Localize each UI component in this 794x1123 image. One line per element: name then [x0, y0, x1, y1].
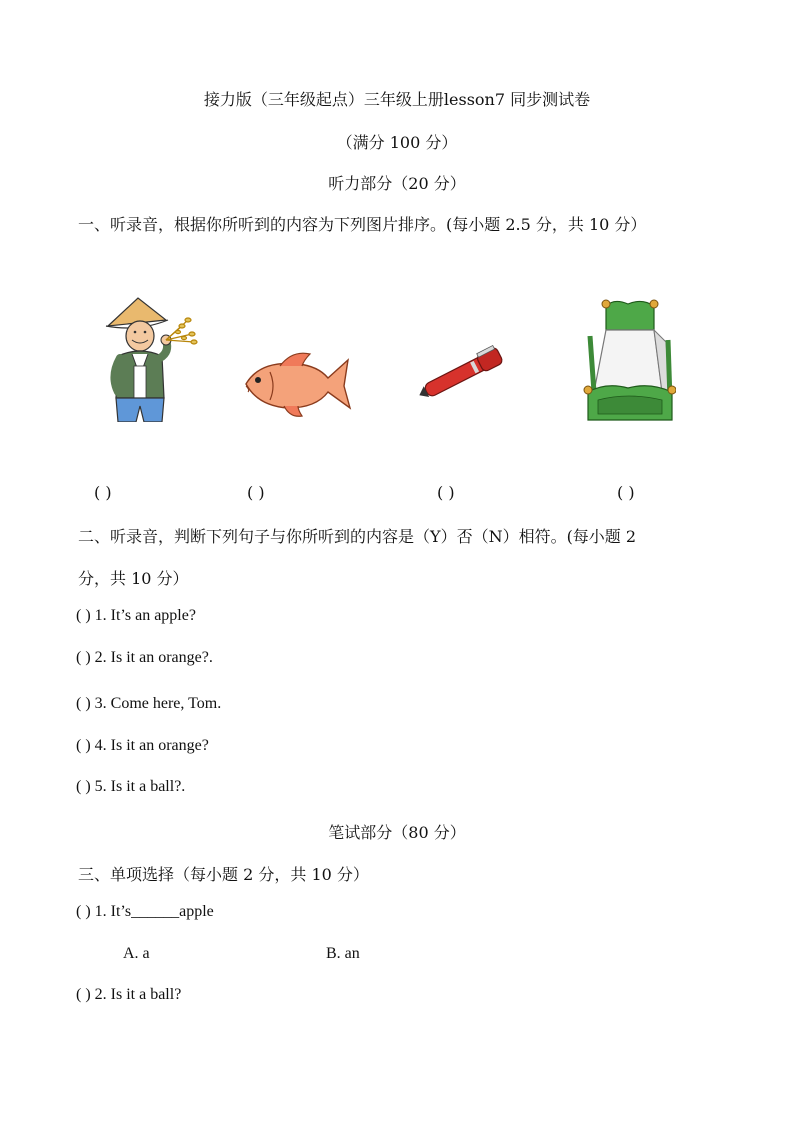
q2-item-2: ( ) 2. Is it an orange?.	[76, 649, 213, 666]
q3-item-1-option-a[interactable]: A. a	[123, 945, 150, 962]
q2-instruction-line2: 分，共 10 分）	[78, 569, 189, 588]
page-title: 接力版（三年级起点）三年级上册lesson7 同步测试卷	[203, 90, 591, 109]
bed-icon	[582, 296, 676, 424]
q3-item-1: ( ) 1. It’s______apple	[76, 903, 214, 920]
q1-instruction: 一、听录音，根据你所听到的内容为下列图片排序。(每小题 2.5 分，共 10 分）	[78, 215, 647, 234]
q2-item-1: ( ) 1. It’s an apple?	[76, 607, 196, 624]
fish-icon	[240, 346, 352, 420]
farmer-icon	[104, 296, 200, 422]
q2-item-3: ( ) 3. Come here, Tom.	[76, 695, 222, 712]
q3-instruction: 三、单项选择（每小题 2 分，共 10 分）	[78, 865, 369, 884]
q3-item-1-option-b[interactable]: B. an	[326, 945, 360, 962]
written-heading: 笔试部分（80 分）	[328, 823, 466, 842]
picture-3-blank[interactable]: ( )	[437, 483, 455, 502]
listening-heading: 听力部分（20 分）	[328, 174, 466, 193]
picture-2-blank[interactable]: ( )	[247, 483, 265, 502]
picture-4-blank[interactable]: ( )	[617, 483, 635, 502]
q2-instruction-line1: 二、听录音，判断下列句子与你所听到的内容是（Y）否（N）相符。(每小题 2	[78, 527, 637, 546]
q2-item-5: ( ) 5. Is it a ball?.	[76, 778, 186, 795]
q3-item-2: ( ) 2. Is it a ball?	[76, 986, 182, 1003]
q2-item-4: ( ) 4. Is it an orange?	[76, 737, 209, 754]
full-score: （满分 100 分）	[336, 133, 458, 152]
picture-1-blank[interactable]: ( )	[94, 483, 112, 502]
pen-icon	[412, 338, 514, 408]
